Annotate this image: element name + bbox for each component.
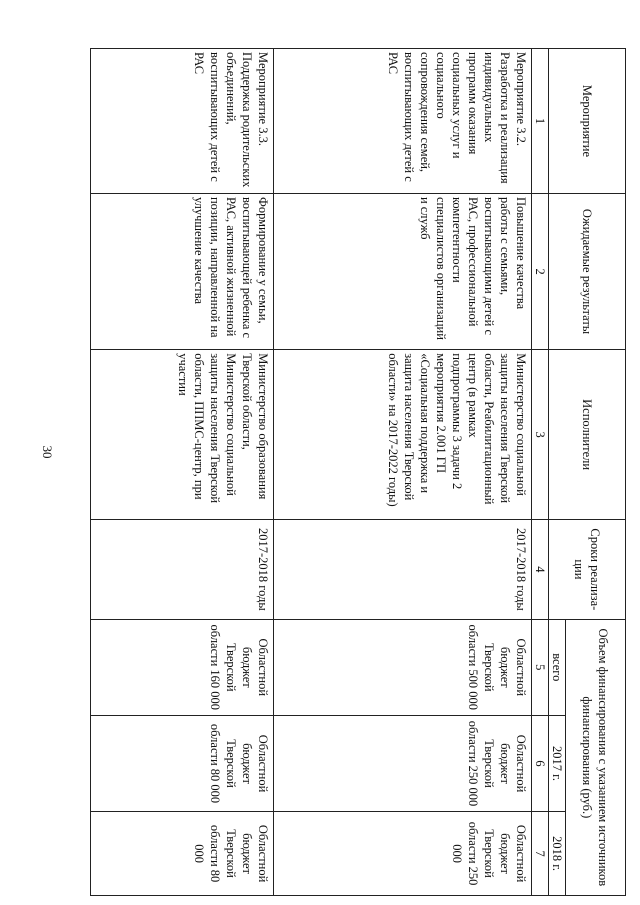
y2017-cell: Областной бюджет Тверской области 250 000 — [274, 715, 532, 811]
terms-cell: 2017-2018 годы — [274, 520, 532, 620]
column-number: 5 — [532, 619, 549, 715]
executors-cell: Министерство социальной защиты населения Тверской области, Реабилитационный центр (в рамках подпрограммы 3 задачи 2 мероприятия 2.001 ГП «Социальная поддержка и защита населения Тверской области» на 2017-2022 годы) — [274, 350, 532, 520]
total-cell: Областной бюджет Тверской области 500 000 — [274, 619, 532, 715]
header-row — [566, 49, 626, 896]
rotated-table-container — [90, 48, 626, 896]
column-number: 1 — [532, 49, 549, 194]
total-cell: Областной бюджет Тверской области 160 000 — [91, 619, 274, 715]
column-number: 3 — [532, 350, 549, 520]
header-terms: Сроки реализа-ции — [549, 520, 626, 620]
terms-cell: 2017-2018 годы — [91, 520, 274, 620]
page-number: 30 — [40, 445, 55, 459]
header-event: Мероприятие — [549, 49, 626, 194]
event-cell: Мероприятие 3.2. Разработка и реализация индивидуальных программ оказания социальных услуг и социального сопровождения семей, воспитывающих детей с РАС — [274, 49, 532, 194]
table-row — [274, 49, 532, 896]
executors-cell: Министерство образования Тверской области, Министерство социальной защиты населения Тверской области, ППМС-центр, при участии — [91, 350, 274, 520]
column-number: 7 — [532, 812, 549, 896]
column-number-row — [532, 49, 549, 896]
column-number: 4 — [532, 520, 549, 620]
financing-table — [90, 48, 626, 896]
y2018-cell: Областной бюджет Тверской области 80 000 — [91, 812, 274, 896]
y2017-cell: Областной бюджет Тверской области 80 000 — [91, 715, 274, 811]
header-2017: 2017 г. — [549, 715, 566, 811]
results-cell: Формирование у семьи, воспитывающей ребенка с РАС, активной жизненной позиции, направленной на улучшение качества — [91, 193, 274, 349]
header-results: Ожидаемые результаты — [549, 193, 626, 349]
header-executors: Исполнители — [549, 350, 626, 520]
table-row — [91, 49, 274, 896]
header-financing: Объем финансирования с указанием источников финансирования (руб.) — [566, 619, 626, 895]
column-number: 2 — [532, 193, 549, 349]
header-total: всего — [549, 619, 566, 715]
event-cell: Мероприятие 3.3. Поддержка родительских объединений, воспитывающих детей с РАС — [91, 49, 274, 194]
y2018-cell: Областной бюджет Тверской области 250 000 — [274, 812, 532, 896]
column-number: 6 — [532, 715, 549, 811]
header-2018: 2018 г. — [549, 812, 566, 896]
results-cell: Повышение качества работы с семьями, воспитывающими детей с РАС, профессиональной компетентности специалистов организаций и служб — [274, 193, 532, 349]
